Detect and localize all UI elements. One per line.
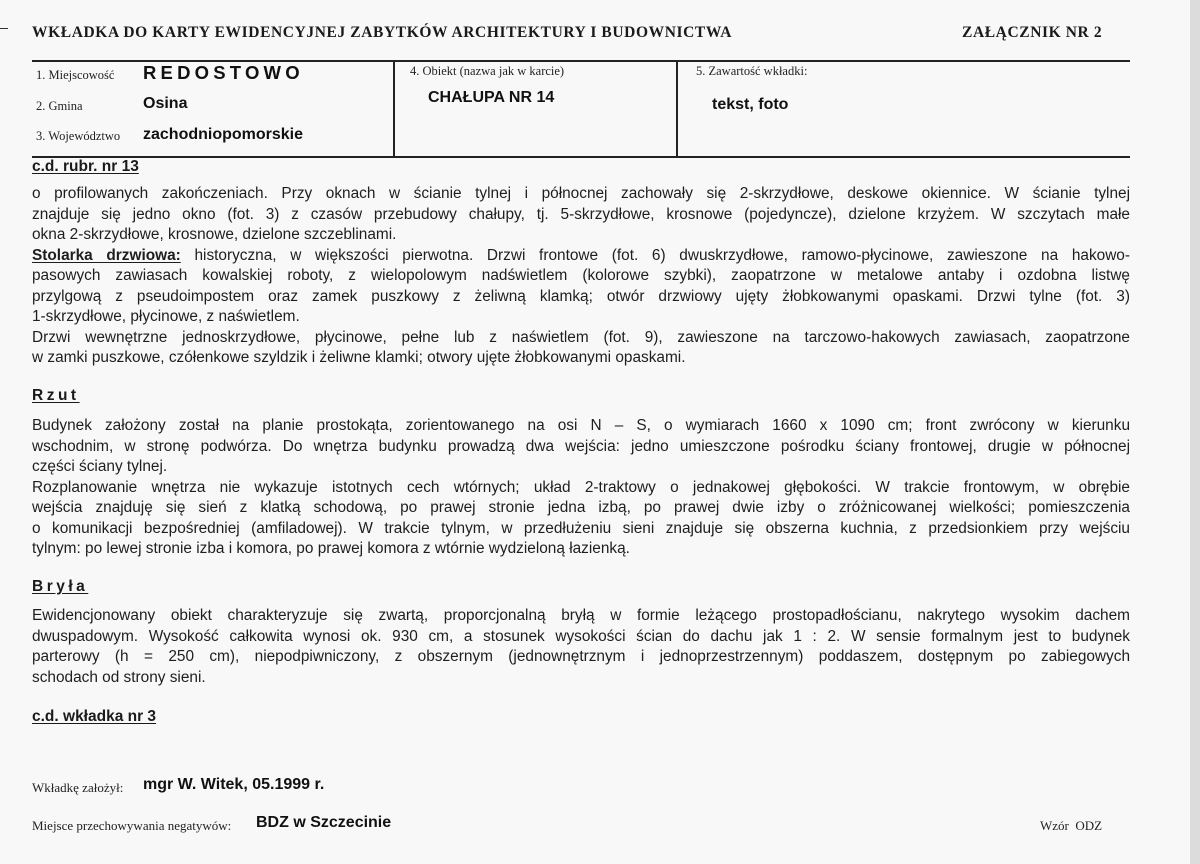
box-divider-2 bbox=[676, 60, 678, 157]
content-value: tekst, foto bbox=[712, 96, 789, 113]
mass-heading: Bryła bbox=[32, 578, 89, 595]
storage-value: BDZ w Szczecinie bbox=[256, 814, 392, 831]
text-line: dwuspadowym. Wysokość całkowita wynosi ok. 930 cm, a stosunek wysokości ścian do dachu jak 1 : 2. W sensie formalnym jest to budynek bbox=[32, 627, 1130, 645]
content-label: 5. Zawartość wkładki: bbox=[696, 64, 808, 78]
text-line: Drzwi wewnętrzne jednoskrzydłowe, płycinowe, pełne lub z naświetlem (fot. 9), zawieszone na tarczowo-hakowych zawiasach, zaopatrzone bbox=[32, 328, 1130, 346]
storage-label: Miejsce przechowywania negatywów: bbox=[32, 818, 232, 833]
text-line: o komunikacji bezpośredniej (amfiladowej). W trakcie tylnym, w przedłużeniu sieni znajduje się obszerna kuchnia, z przedsionkiem przy wejściu bbox=[32, 519, 1130, 537]
voivodeship-label: 3. Województwo bbox=[36, 129, 121, 143]
author-value: mgr W. Witek, 05.1999 r. bbox=[143, 776, 325, 793]
corner-mark bbox=[0, 28, 8, 29]
object-value: CHAŁUPA NR 14 bbox=[428, 89, 555, 106]
text-line: Ewidencjonowany obiekt charakteryzuje się zwartą, proporcjonalną bryłą w formie leżącego prostopadłościanu, nakrytego wysokim dachem bbox=[32, 607, 1130, 624]
place-value: REDOSTOWO bbox=[143, 62, 304, 83]
text-line: tylnym: po lewej stronie izba i komora, po prawej komora z wtórnie wydzieloną łazienką. bbox=[32, 540, 630, 557]
text-line: o profilowanych zakończeniach. Przy oknach w ścianie tylnej i północnej zachowały się 2-skrzydłowe, deskowe okiennice. W ścianie tylnej bbox=[32, 185, 1130, 202]
plan-text bbox=[32, 416, 1130, 560]
author-label: Wkładkę założył: bbox=[32, 780, 124, 795]
box-divider-1 bbox=[393, 60, 395, 157]
text-line: pasowych zawiasach kowalskiej roboty, z wielopolowym nadświetlem (kolorowe szybki), zaopatrzone w metalowe antaby i ozdobna listwę bbox=[32, 267, 1130, 284]
continuation-heading: c.d. rubr. nr 13 bbox=[32, 158, 139, 175]
joinery-line bbox=[32, 246, 1130, 267]
object-label: 4. Obiekt (nazwa jak w karcie) bbox=[410, 64, 565, 78]
text-line: znajduje się jedno okno (fot. 3) z czasów przebudowy chałupy, tj. 5-skrzydłowe, krosnowe (pojedyncze), dzielone krzyżem. W szczytach małe bbox=[32, 205, 1130, 223]
text-line: Rozplanowanie wnętrza nie wykazuje istotnych cech wtórnych; układ 2-traktowy o jednakowej głębokości. W trakcie frontowym, w obrębie bbox=[32, 478, 1130, 496]
template-label: Wzór ODZ bbox=[1040, 818, 1103, 833]
text-line: wejścia znajduję się sień z klatką schodową, po prawej stronie jedna izbą, po prawej dwie izby o zróżnicowanej wielkości; pomieszczenia bbox=[32, 499, 1130, 516]
text-line: schodach od strony sieni. bbox=[32, 668, 206, 686]
text-line: przylgową z pseudoimpostem oraz zamek puszkowy z żeliwną klamką; otwór drzwiowy ujęty żłobkowanymi opaskami. Drzwi tylne (fot. 3) bbox=[32, 287, 1130, 305]
joinery-heading: Stolarka drzwiowa: bbox=[32, 246, 181, 264]
commune-value: Osina bbox=[143, 95, 188, 112]
continuation-text bbox=[32, 184, 1130, 369]
voivodeship-value: zachodniopomorskie bbox=[143, 126, 304, 143]
joinery-text: historyczna, w większości pierwotna. Drzwi frontowe (fot. 6) dwuskrzydłowe, ramowo-płycinowe, zawieszone na hakowo- bbox=[180, 246, 1130, 264]
text-line: w zamki puszkowe, czółenkowe szyldzik i żeliwne klamki; otwory ujęte żłobkowanymi opaskami. bbox=[32, 349, 686, 366]
text-line: wschodnim, w stronę podwórza. Do wnętrza budynku prowadzą dwa wejścia: jedno umieszczone pośrodku ściany frontowej, drugie w północnej bbox=[32, 437, 1130, 455]
document-title: WKŁADKA DO KARTY EWIDENCYJNEJ ZABYTKÓW ARCHITEKTURY I BUDOWNICTWA bbox=[32, 24, 733, 41]
text-line: okna 2-skrzydłowe, krosnowe, dzielone szczeblinami. bbox=[32, 226, 397, 243]
place-label: 1. Miejscowość bbox=[36, 68, 115, 82]
text-line: Budynek założony został na planie prostokąta, zorientowanego na osi N – S, o wymiarach 1660 x 1090 cm; front zwrócony w kierunku bbox=[32, 417, 1130, 434]
commune-label: 2. Gmina bbox=[36, 99, 83, 113]
scan-edge bbox=[1190, 0, 1200, 864]
plan-heading: Rzut bbox=[32, 387, 80, 404]
box-bottom-line bbox=[32, 156, 1130, 158]
annex-number: ZAŁĄCZNIK NR 2 bbox=[962, 24, 1103, 41]
text-line: parterowy (h = 250 cm), niepodpiwniczony, z obszernym (jednownętrznym i jednoprzestrzennym) poddaszem, dostępnym po zabiegowych bbox=[32, 648, 1130, 665]
mass-text bbox=[32, 606, 1130, 688]
text-line: części ściany tylnej. bbox=[32, 458, 168, 475]
text-line: 1-skrzydłowe, płycinowe, z naświetlem. bbox=[32, 308, 300, 325]
next-insert-heading: c.d. wkładka nr 3 bbox=[32, 708, 157, 725]
